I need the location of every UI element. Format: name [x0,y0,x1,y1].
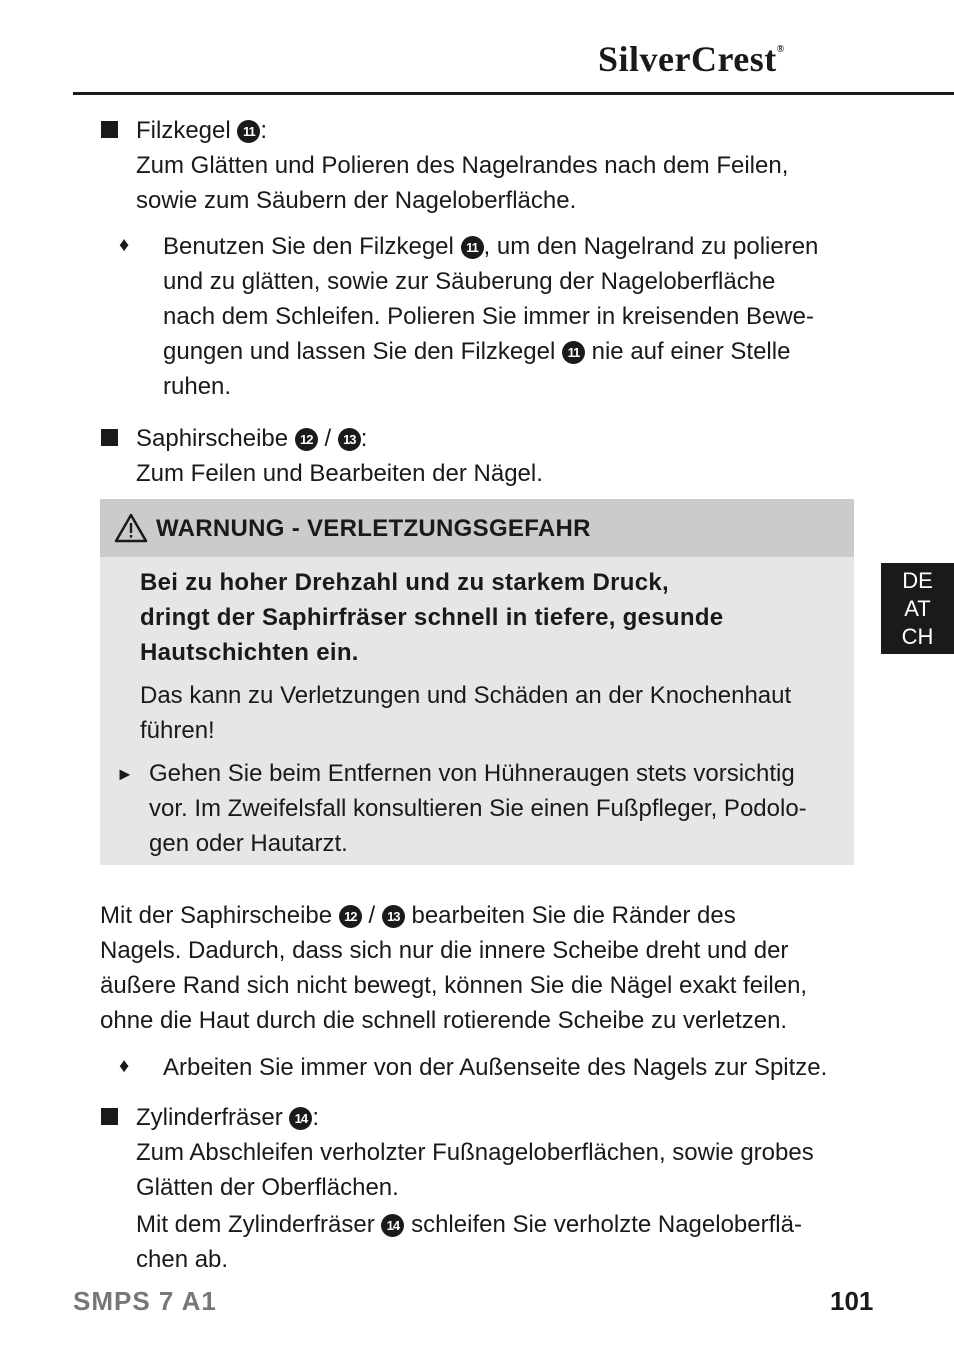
warning-text [140,678,791,748]
colon: : [360,425,368,452]
text: Benutzen Sie den Filzkegel [163,233,454,260]
diamond-bullet-icon: ♦ [119,234,130,256]
ref-number-badge: 11 [237,120,260,143]
felt-desc-line: Zum Glätten und Polieren des Nagelrandes nach dem Feilen, [136,152,789,179]
page-number: 101 [830,1286,874,1316]
text-line: Hautschichten ein. [140,639,359,666]
warning-triangle-icon [114,513,148,543]
trademark: ® [776,44,785,55]
text-line: Das kann zu Verletzungen und Schäden an der Knochenhaut [140,682,792,709]
ref-number-badge: 14 [381,1214,404,1237]
text-line: chen ab. [136,1246,229,1273]
text: Mit der Saphirscheibe [100,902,333,929]
colon: : [312,1104,320,1131]
ref-number-badge: 12 [295,428,318,451]
felt-section [136,113,788,218]
text: nie auf einer Stelle [591,338,791,365]
text-line: Gehen Sie beim Entfernen von Hühneraugen stets vorsichtig [149,760,795,787]
body-bullet: Arbeiten Sie immer von der Außenseite des Nagels zur Spitze. [163,1054,828,1081]
text: Mit dem Zylinderfräser [136,1211,375,1238]
brand-logo [598,38,785,80]
header-rule [73,92,954,95]
sapphire-desc: Zum Feilen und Bearbeiten der Nägel. [136,460,543,487]
warning-bold-text [140,565,723,670]
text-line: dringt der Saphirfräser schnell in tiefere, gesunde [140,604,724,631]
text-line: Bei zu hoher Drehzahl und zu starkem Druck, [140,569,670,596]
cylinder-section [136,1100,814,1205]
text-line: ruhen. [163,373,232,400]
text-line: vor. Im Zweifelsfall konsultieren Sie einen Fußpfleger, Podolo- [149,795,807,822]
cylinder-label: Zylinderfräser [136,1104,283,1131]
felt-desc-line: sowie zum Säubern der Nageloberfläche. [136,187,577,214]
text: schleifen Sie verholzte Nageloberflä- [411,1211,802,1238]
lang-de: DE [902,567,933,593]
ref-number-badge: 12 [339,905,362,928]
felt-label: Filzkegel [136,117,231,144]
separator: / [368,902,376,929]
text: , um den Nagelrand zu polieren [483,233,819,260]
warning-instruction [149,756,807,861]
colon: : [260,117,268,144]
cylinder-instruction [136,1207,802,1277]
language-tab [881,563,954,654]
lang-ch: CH [901,623,934,649]
text-line: äußere Rand sich nicht bewegt, können Sie die Nägel exakt feilen, [100,972,808,999]
text: bearbeiten Sie die Ränder des [411,902,736,929]
warning-box [100,499,854,865]
text-line: Glätten der Oberflächen. [136,1174,399,1201]
text-line: Zum Abschleifen verholzter Fußnageloberflächen, sowie grobes [136,1139,814,1166]
sapphire-section [136,421,543,491]
model-number: SMPS 7 A1 [73,1286,217,1316]
sapphire-label: Saphirscheibe [136,425,289,452]
text: gungen und lassen Sie den Filzkegel [163,338,556,365]
warning-title: WARNUNG - VERLETZUNGSGEFAHR [156,515,591,542]
separator: / [324,425,332,452]
diamond-bullet-icon: ♦ [119,1055,130,1077]
square-bullet-icon [101,1108,118,1125]
arrow-bullet-icon: ► [116,764,134,784]
ref-number-badge: 11 [461,236,484,259]
text-line: Nagels. Dadurch, dass sich nur die innere Scheibe dreht und der [100,937,789,964]
text-line: nach dem Schleifen. Polieren Sie immer in kreisenden Bewe- [163,303,814,330]
felt-instruction [163,229,818,404]
text-line: ohne die Haut durch die schnell rotierende Scheibe zu verletzen. [100,1007,788,1034]
square-bullet-icon [101,121,118,138]
ref-number-badge: 13 [338,428,361,451]
body-paragraph [100,898,807,1038]
text-line: und zu glätten, sowie zur Säuberung der Nageloberfläche [163,268,776,295]
lang-at: AT [904,595,931,621]
ref-number-badge: 14 [289,1107,312,1130]
text-line: gen oder Hautarzt. [149,830,348,857]
warning-header [100,499,854,557]
brand-name: SilverCrest [598,39,777,79]
square-bullet-icon [101,429,118,446]
ref-number-badge: 13 [382,905,405,928]
ref-number-badge: 11 [562,341,585,364]
text-line: führen! [140,717,215,744]
